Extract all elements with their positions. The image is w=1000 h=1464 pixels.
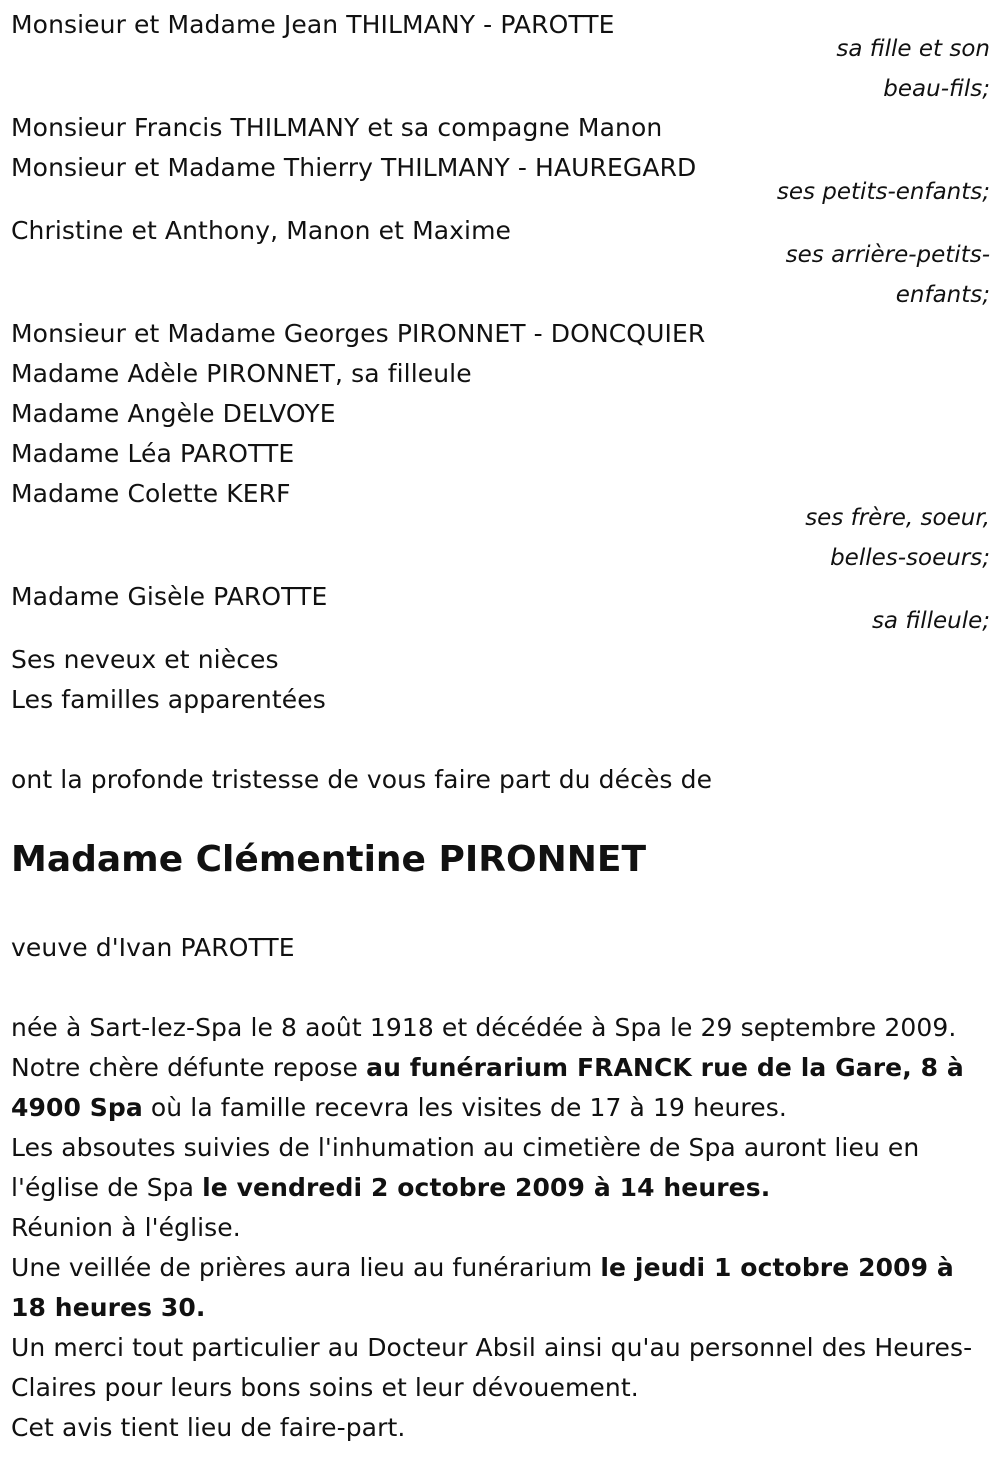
relation-siblings-b: belles-soeurs; <box>830 545 990 571</box>
funeral-home-address: au funérarium FRANCK rue de la Gare, 8 à 4900 Spa <box>11 1053 964 1122</box>
relation-son-in-law: beau-fils; <box>883 76 990 102</box>
widow-of-line: veuve d'Ivan PAROTTE <box>11 933 295 962</box>
details-block <box>11 1008 996 1448</box>
family-line-grandson-francis: Monsieur Francis THILMANY et sa compagne Manon <box>11 113 663 142</box>
family-line-angele: Madame Angèle DELVOYE <box>11 399 336 428</box>
announcement-text: ont la profonde tristesse de vous faire part du décès de <box>11 765 713 794</box>
meeting-line: Réunion à l'église. <box>11 1213 241 1242</box>
service-date: le vendredi 2 octobre 2009 à 14 heures. <box>202 1173 771 1202</box>
family-line-gisele: Madame Gisèle PAROTTE <box>11 582 328 611</box>
service-paragraph: Les absoutes suivies de l'inhumation au cimetière de Spa auront lieu en l'église de Spa le vendredi 2 octobre 2009 à 14 heures. <box>11 1133 920 1202</box>
vigil-paragraph: Une veillée de prières aura lieu au funérarium le jeudi 1 octobre 2009 à 18 heures 30. <box>11 1253 954 1322</box>
family-line-brother: Monsieur et Madame Georges PIRONNET - DONCQUIER <box>11 319 706 348</box>
family-line-related-families: Les familles apparentées <box>11 685 326 714</box>
family-line-adele: Madame Adèle PIRONNET, sa filleule <box>11 359 472 388</box>
relation-siblings-a: ses frère, soeur, <box>805 505 990 531</box>
closing-line: Cet avis tient lieu de faire-part. <box>11 1413 406 1442</box>
family-line-grandson-thierry: Monsieur et Madame Thierry THILMANY - HAUREGARD <box>11 153 697 182</box>
family-line-great-grandchildren: Christine et Anthony, Manon et Maxime <box>11 216 512 245</box>
family-line-daughter: Monsieur et Madame Jean THILMANY - PAROTTE <box>11 10 615 39</box>
birth-death-line: née à Sart-lez-Spa le 8 août 1918 et décédée à Spa le 29 septembre 2009. <box>11 1013 957 1042</box>
resting-place-paragraph: Notre chère défunte repose au funérarium FRANCK rue de la Gare, 8 à 4900 Spa où la famille recevra les visites de 17 à 19 heures. <box>11 1053 964 1122</box>
relation-grandchildren: ses petits-enfants; <box>776 179 990 205</box>
deceased-name: Madame Clémentine PIRONNET <box>11 839 647 880</box>
thanks-paragraph: Un merci tout particulier au Docteur Absil ainsi qu'au personnel des Heures-Claires pour leurs bons soins et leur dévouement. <box>11 1333 973 1402</box>
vigil-date: le jeudi 1 octobre 2009 à 18 heures 30. <box>11 1253 954 1322</box>
family-line-lea: Madame Léa PAROTTE <box>11 439 295 468</box>
relation-goddaughter: sa filleule; <box>871 608 990 634</box>
relation-daughter: sa fille et son <box>836 36 990 62</box>
relation-great-grandchildren-b: enfants; <box>895 282 990 308</box>
family-line-colette: Madame Colette KERF <box>11 479 291 508</box>
relation-great-grandchildren-a: ses arrière-petits- <box>785 242 990 268</box>
family-line-nephews: Ses neveux et nièces <box>11 645 279 674</box>
